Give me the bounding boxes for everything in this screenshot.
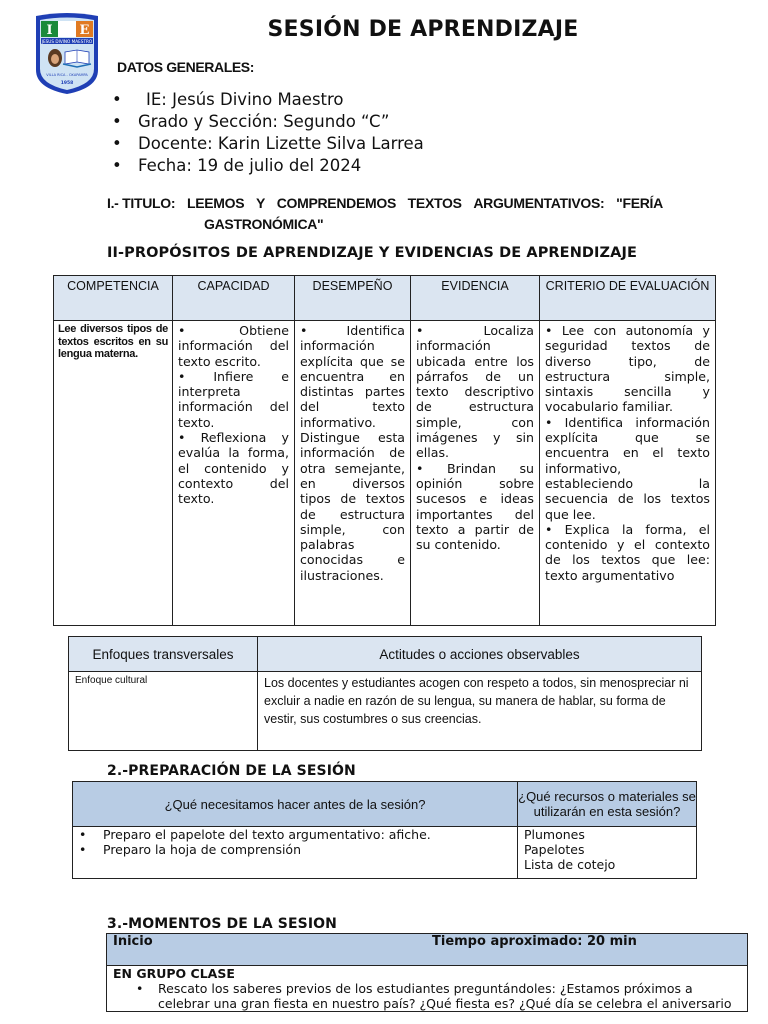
cell-enfoque: Enfoque cultural — [69, 672, 258, 751]
preparacion-table — [72, 781, 697, 879]
svg-text:E: E — [79, 23, 90, 38]
col-desempeno: DESEMPEÑO — [295, 276, 411, 321]
title-word: COMPRENDEMOS — [276, 195, 396, 211]
recurso-item: Lista de cotejo — [524, 857, 616, 872]
list-item: • Preparo la hoja de comprensión — [79, 842, 511, 857]
svg-text:1958: 1958 — [60, 81, 74, 86]
cell-evidencia — [411, 321, 540, 626]
session-title-block — [107, 193, 663, 235]
desempeno-item: Distingue esta información de otra semejante, en diversos tipos de textos de estructura simple, con palabras conocidas e ilustraciones. — [300, 430, 405, 583]
session-title-line1 — [107, 193, 663, 214]
list-item: • Preparo el papelote del texto argumentativo: afiche. — [79, 827, 511, 842]
col-recursos: ¿Qué recursos o materiales se utilizarán en esta sesión? — [518, 782, 697, 827]
title-word: TEXTOS — [407, 195, 462, 211]
list-item: • Rescato los saberes previos de los estudiantes preguntándoles: ¿Estamos próximos a celebrar una gran fiesta en nuestro país? ¿Qué fiesta es? ¿Qué día se celebra el aniversario — [113, 981, 741, 1011]
criterio-item: • Lee con autonomía y seguridad textos de diverso tipo, de estructura simple, sintaxis sencilla y vocabulario familiar. — [545, 323, 710, 415]
col-enfoques: Enfoques transversales — [69, 637, 258, 672]
datos-generales-list — [112, 89, 424, 177]
recurso-item: Plumones — [524, 827, 585, 842]
datos-item-grado: • Grado y Sección: Segundo “C” — [112, 111, 424, 133]
inicio-header — [107, 934, 748, 966]
cell-competencia: Lee diversos tipos de textos escritos en su lengua materna. — [54, 321, 173, 626]
table-row — [107, 966, 748, 1012]
propositos-table — [53, 275, 716, 626]
title-word: "FERÍA — [616, 195, 663, 211]
tiempo-label: Tiempo aproximado: 20 min — [432, 934, 637, 949]
datos-item-fecha: • Fecha: 19 de julio del 2024 — [112, 155, 424, 177]
inicio-list — [113, 981, 741, 1011]
table-header-row — [107, 934, 748, 966]
col-actitudes: Actitudes o acciones observables — [258, 637, 702, 672]
datos-generales-heading: DATOS GENERALES: — [117, 59, 254, 75]
inicio-label: Inicio — [113, 934, 153, 949]
enfoques-table — [68, 636, 702, 751]
cell-inicio-content — [107, 966, 748, 1012]
col-competencia: COMPETENCIA — [54, 276, 173, 321]
momentos-table — [106, 933, 748, 1012]
table-header-row — [54, 276, 716, 321]
capacidad-item: • Reflexiona y evalúa la forma, el contenido y contexto del texto. — [178, 430, 289, 507]
col-criterio: CRITERIO DE EVALUACIÓN — [540, 276, 716, 321]
criterio-item: • Explica la forma, el contenido y el contexto de los textos que lee: texto argumentativo — [545, 521, 710, 583]
table-row — [54, 321, 716, 626]
antes-list — [79, 827, 511, 857]
desempeno-item: • Identifica información explícita que se encuentra en distintas partes del texto informativo. — [300, 323, 405, 430]
cell-actitud: Los docentes y estudiantes acogen con respeto a todos, sin menospreciar ni excluir a nadie en razón de su lengua, su manera de hablar, su forma de vestir, sus costumbres o sus creencias. — [258, 672, 702, 751]
propositos-heading: II-PROPÓSITOS DE APRENDIZAJE Y EVIDENCIAS DE APRENDIZAJE — [107, 245, 637, 261]
table-header-row — [69, 637, 702, 672]
cell-antes — [73, 827, 518, 879]
recurso-item: Papelotes — [524, 842, 585, 857]
session-title-line2: GASTRONÓMICA" — [204, 216, 324, 232]
table-row — [73, 827, 697, 879]
title-word: ARGUMENTATIVOS: — [473, 195, 605, 211]
table-row — [69, 672, 702, 751]
title-word: LEEMOS — [186, 195, 245, 211]
svg-text:I: I — [46, 23, 53, 38]
cell-capacidad — [173, 321, 295, 626]
svg-text:JESUS DIVINO MAESTRO: JESUS DIVINO MAESTRO — [41, 39, 93, 44]
cell-recursos — [518, 827, 697, 879]
col-capacidad: CAPACIDAD — [173, 276, 295, 321]
preparacion-heading: 2.-PREPARACIÓN DE LA SESIÓN — [107, 763, 356, 779]
cell-desempeno — [295, 321, 411, 626]
datos-item-ie: • IE: Jesús Divino Maestro — [112, 89, 424, 111]
evidencia-item: • Brindan su opinión sobre sucesos e ideas importantes del texto a partir de su contenido. — [416, 460, 534, 553]
criterio-item: • Identifica información explícita que se encuentra en el texto informativo, estableciendo la secuencia de los textos que lee. — [545, 414, 710, 522]
table-header-row — [73, 782, 697, 827]
momentos-heading: 3.-MOMENTOS DE LA SESION — [107, 916, 337, 932]
capacidad-item: • Obtiene información del texto escrito. — [178, 323, 289, 369]
cell-criterio — [540, 321, 716, 626]
col-evidencia: EVIDENCIA — [411, 276, 540, 321]
capacidad-item: • Infiere e interpreta información del texto. — [178, 368, 289, 430]
grupo-label: EN GRUPO CLASE — [113, 966, 235, 981]
svg-text:VILLA RICA - OXAPAMPA: VILLA RICA - OXAPAMPA — [46, 73, 88, 77]
page-title: SESIÓN DE APRENDIZAJE — [267, 17, 579, 42]
session-title-label: I.- TITULO: — [107, 195, 176, 211]
col-antes: ¿Qué necesitamos hacer antes de la sesión? — [73, 782, 518, 827]
title-word: Y — [255, 195, 265, 211]
datos-item-docente: • Docente: Karin Lizette Silva Larrea — [112, 133, 424, 155]
evidencia-item: • Localiza información ubicada entre los párrafos de un texto descriptivo de estructura simple, con imágenes y sin ellas. — [416, 323, 534, 461]
